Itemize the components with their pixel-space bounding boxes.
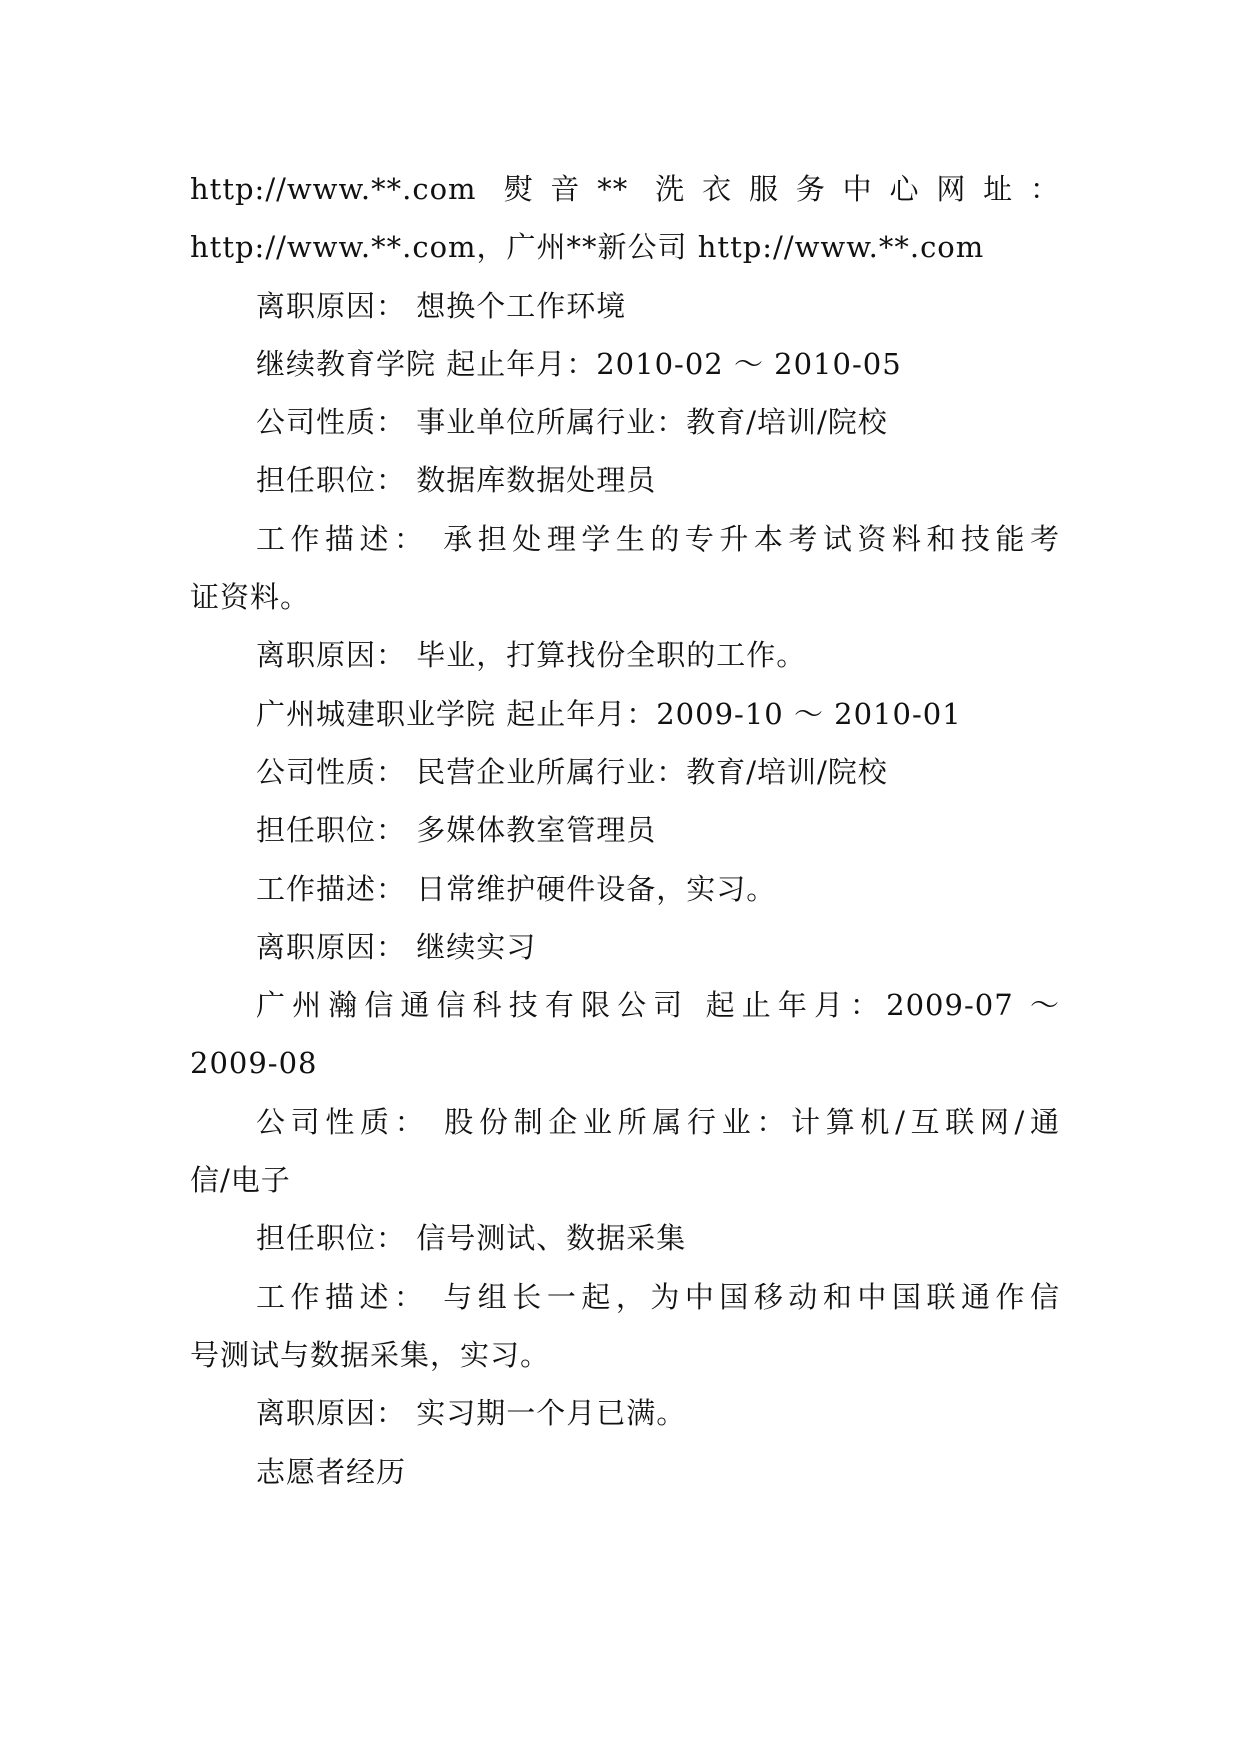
text-line: 公司性质： 民营企业所属行业：教育/培训/院校 (256, 754, 888, 789)
text-line: 证资料。 (190, 580, 311, 615)
text-line: http://www.**.com，广州**新公司 http://www.**.com (190, 230, 985, 265)
text-line: 担任职位： 多媒体教室管理员 (256, 813, 657, 848)
text-line: 信/电子 (190, 1163, 291, 1198)
text-line: 离职原因： 毕业，打算找份全职的工作。 (256, 638, 807, 673)
text-line: http://www.**.com 熨音** 洗衣服务中心网址： (190, 172, 1060, 206)
text-line: 工作描述： 与组长一起，为中国移动和中国联通作信 (256, 1279, 1060, 1314)
text-line: 离职原因： 继续实习 (256, 929, 537, 964)
document-body (190, 160, 1060, 1501)
text-line: 广州城建职业学院 起止年月：2009-10 ～ 2010-01 (256, 696, 962, 731)
text-line: 2009-08 (190, 1046, 318, 1081)
text-line: 工作描述： 日常维护硬件设备，实习。 (256, 871, 777, 906)
text-line: 担任职位： 信号测试、数据采集 (256, 1221, 687, 1256)
text-line: 公司性质： 股份制企业所属行业：计算机/互联网/通 (256, 1104, 1060, 1139)
text-line: 工作描述： 承担处理学生的专升本考试资料和技能考 (256, 521, 1060, 556)
text-line: 离职原因： 想换个工作环境 (256, 288, 627, 323)
text-line: 继续教育学院 起止年月：2010-02 ～ 2010-05 (256, 346, 902, 381)
text-line: 离职原因： 实习期一个月已满。 (256, 1396, 687, 1431)
text-line: 公司性质： 事业单位所属行业：教育/培训/院校 (256, 405, 888, 440)
text-line: 号测试与数据采集，实习。 (190, 1337, 551, 1372)
text-line: 广州瀚信通信科技有限公司 起止年月：2009-07 ～ (256, 988, 1060, 1023)
text-line: 担任职位： 数据库数据处理员 (256, 463, 657, 498)
text-line: 志愿者经历 (256, 1454, 407, 1489)
